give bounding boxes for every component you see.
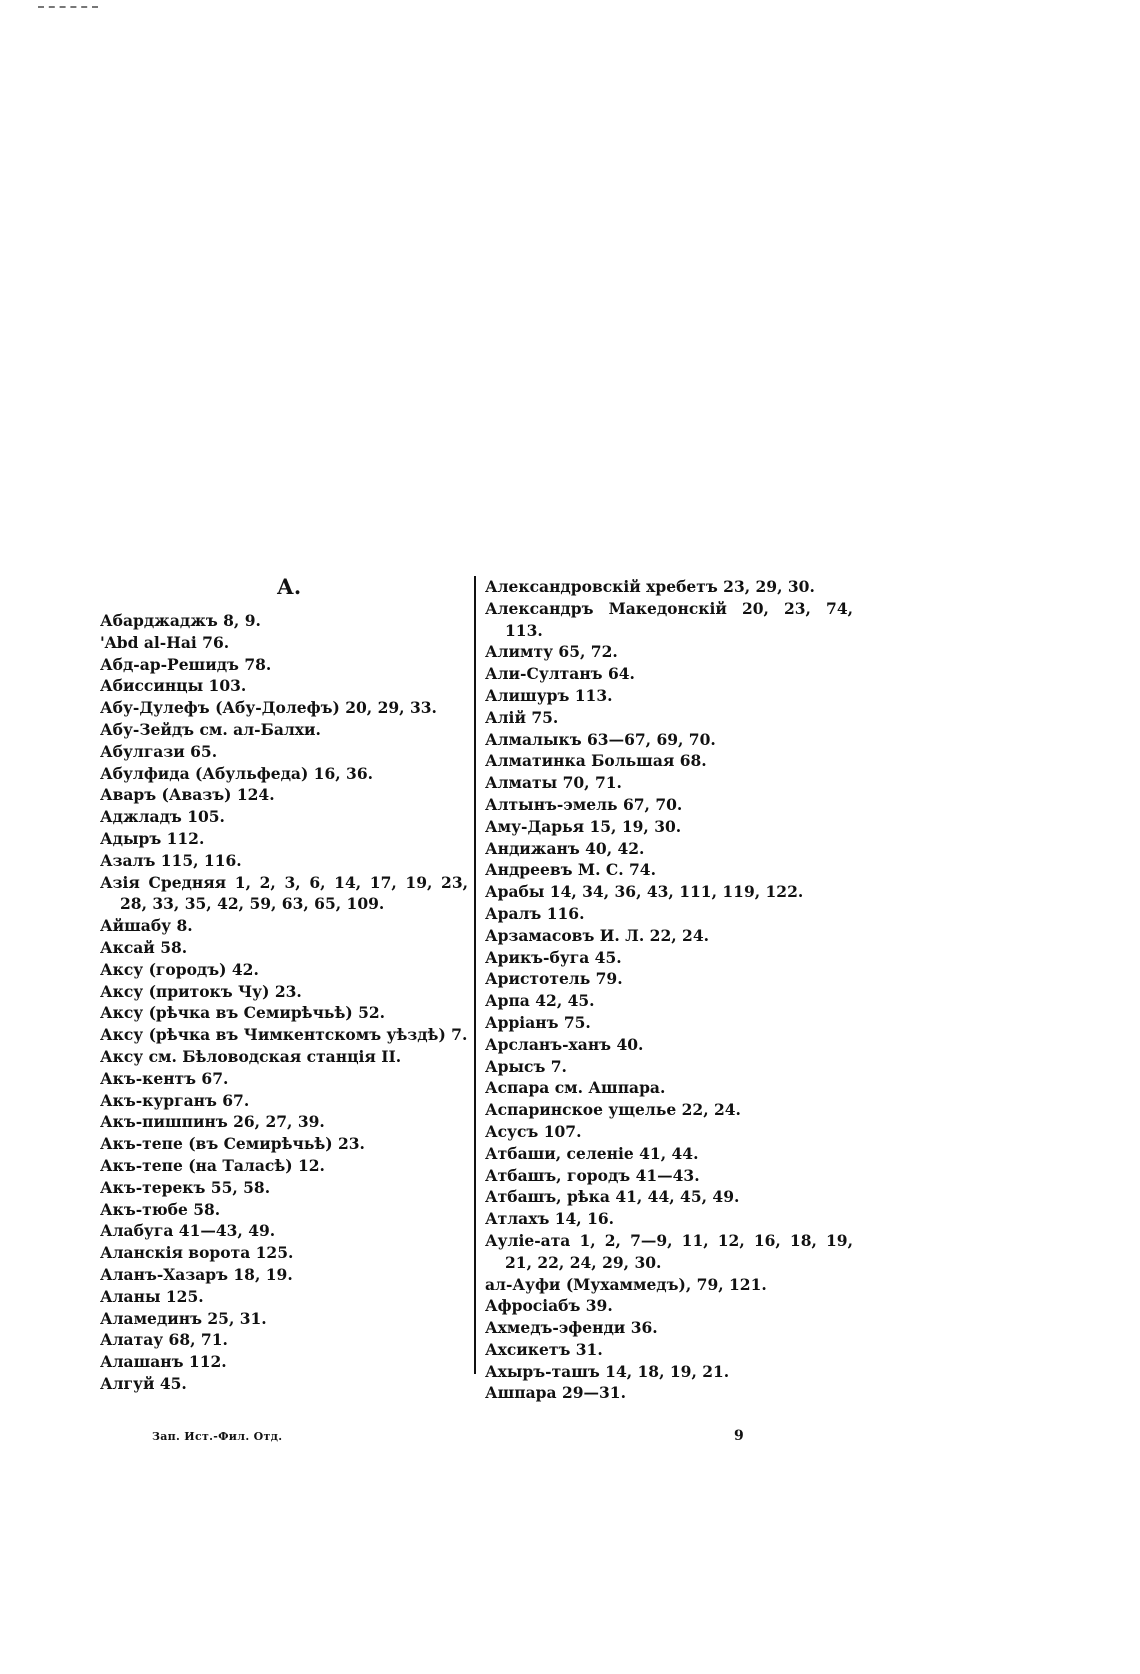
- page-number: 9: [734, 1428, 744, 1444]
- index-entry: Абу-Зейдъ см. ал-Балхи.: [100, 719, 321, 739]
- index-entry: Арпа 42, 45.: [485, 991, 595, 1011]
- top-edge-mark: [38, 6, 98, 8]
- index-entry: Абулгази 65.: [100, 741, 218, 761]
- index-entry: Азалъ 115, 116.: [100, 850, 242, 870]
- index-entry: Аваръ (Авазъ) 124.: [100, 785, 275, 805]
- index-entry: Аксу (рѣчка въ Чимкентскомъ уѣздѣ) 7.: [100, 1025, 468, 1045]
- index-entry: Аксу (городъ) 42.: [100, 959, 259, 979]
- index-entry: Андреевъ М. С. 74.: [485, 860, 656, 880]
- index-entry: Арабы 14, 34, 36, 43, 111, 119, 122.: [485, 882, 804, 902]
- right-entry-list: [485, 576, 853, 1404]
- index-entry: Андижанъ 40, 42.: [485, 838, 645, 858]
- index-entry: Акъ-тепе (въ Семирѣчьѣ) 23.: [100, 1134, 365, 1154]
- index-entry: Аланъ-Хазаръ 18, 19.: [100, 1264, 293, 1284]
- index-entry: Ахмедъ-эфенди 36.: [485, 1318, 658, 1338]
- index-entry: Аланы 125.: [100, 1286, 204, 1306]
- index-entry: Аксу (притокъ Чу) 23.: [100, 981, 302, 1001]
- index-entry: Аристотель 79.: [485, 969, 623, 989]
- index-entry: Атлахъ 14, 16.: [485, 1209, 615, 1229]
- index-entry: Александръ Македонскій 20, 23, 74, 113.: [485, 598, 853, 640]
- index-entry: Ахыръ-ташъ 14, 18, 19, 21.: [485, 1361, 730, 1381]
- index-entry: Аламединъ 25, 31.: [100, 1308, 267, 1328]
- index-entry: Акъ-терекъ 55, 58.: [100, 1177, 271, 1197]
- index-entry: Аксу (рѣчка въ Семирѣчьѣ) 52.: [100, 1003, 386, 1023]
- index-entry: Аспара см. Ашпара.: [485, 1078, 666, 1098]
- index-entry: Атбаши, селеніе 41, 44.: [485, 1143, 699, 1163]
- index-entry: Айшабу 8.: [100, 916, 193, 936]
- index-entry: Арріанъ 75.: [485, 1012, 591, 1032]
- index-entry: Акъ-курганъ 67.: [100, 1090, 250, 1110]
- index-entry: Алимту 65, 72.: [485, 642, 618, 662]
- section-letter: А.: [276, 574, 302, 599]
- index-entry: Абарджаджъ 8, 9.: [100, 611, 261, 630]
- index-entry: Аспаринское ущелье 22, 24.: [485, 1100, 741, 1120]
- index-entry: Афросіабъ 39.: [485, 1296, 613, 1316]
- index-entry: Азія Средняя 1, 2, 3, 6, 14, 17, 19, 23, 28, 33, 35, 42, 59, 63, 65, 109.: [100, 872, 468, 914]
- index-entry: Акъ-тепе (на Таласѣ) 12.: [100, 1155, 325, 1175]
- right-column: [485, 576, 853, 1404]
- index-entry: Алишуръ 113.: [485, 685, 613, 705]
- index-entry: Атбашъ, городъ 41—43.: [485, 1165, 700, 1185]
- index-entry: Арзамасовъ И. Л. 22, 24.: [485, 925, 710, 945]
- index-entry: Алмалыкъ 63—67, 69, 70.: [485, 729, 716, 749]
- index-entry: Ахсикетъ 31.: [485, 1339, 603, 1359]
- index-entry: Ауліе-ата 1, 2, 7—9, 11, 12, 16, 18, 19, 21, 22, 24, 29, 30.: [485, 1230, 853, 1272]
- index-entry: Алабуга 41—43, 49.: [100, 1221, 276, 1241]
- index-entry: Акъ-пишпинъ 26, 27, 39.: [100, 1112, 325, 1132]
- index-entry: Абд-ар-Решидъ 78.: [100, 654, 272, 674]
- index-entry: Алашанъ 112.: [100, 1352, 227, 1372]
- index-entry: Аму-Дарья 15, 19, 30.: [485, 816, 682, 836]
- index-entry: Алматинка Большая 68.: [485, 751, 707, 771]
- column-divider: [474, 576, 476, 1374]
- index-entry: ал-Ауфи (Мухаммедъ), 79, 121.: [485, 1274, 767, 1294]
- index-entry: Аксу см. Бѣловодская станція II.: [100, 1046, 402, 1066]
- index-entry: Алтынъ-эмель 67, 70.: [485, 794, 683, 814]
- index-entry: Александровскій хребетъ 23, 29, 30.: [485, 577, 815, 596]
- index-entry: Акъ-кентъ 67.: [100, 1068, 229, 1088]
- index-entry: Абиссинцы 103.: [100, 676, 247, 696]
- index-entry: Аралъ 116.: [485, 903, 585, 923]
- index-entry: Алій 75.: [485, 707, 559, 727]
- index-entry: Арикъ-буга 45.: [485, 947, 622, 967]
- index-entry: Асусъ 107.: [485, 1121, 582, 1141]
- index-entry: Абу-Дулефъ (Абу-Долефъ) 20, 29, 33.: [100, 698, 437, 718]
- index-entry: Аланскія ворота 125.: [100, 1243, 294, 1263]
- index-entry: Абулфида (Абульфеда) 16, 36.: [100, 763, 373, 783]
- index-entry: Аджладъ 105.: [100, 807, 225, 827]
- footer-signature: Зап. Ист.-Фил. Отд.: [152, 1430, 283, 1443]
- index-entry: Арсланъ-ханъ 40.: [485, 1034, 644, 1054]
- index-entry: Алатау 68, 71.: [100, 1330, 228, 1350]
- left-column: [100, 576, 468, 1395]
- index-entry: Арысъ 7.: [485, 1056, 567, 1076]
- index-entry: Аксай 58.: [100, 937, 188, 957]
- index-entry: Атбашъ, рѣка 41, 44, 45, 49.: [485, 1187, 740, 1207]
- left-entry-list: [100, 610, 468, 1395]
- index-entry: Адыръ 112.: [100, 828, 205, 848]
- index-entry: Али-Султанъ 64.: [485, 664, 635, 684]
- index-entry: Алгуй 45.: [100, 1373, 187, 1393]
- index-entry: Алматы 70, 71.: [485, 773, 622, 793]
- index-entry: Ашпара 29—31.: [485, 1383, 626, 1403]
- index-entry: 'Abd al-Hai 76.: [100, 632, 230, 652]
- index-entry: Акъ-тюбе 58.: [100, 1199, 221, 1219]
